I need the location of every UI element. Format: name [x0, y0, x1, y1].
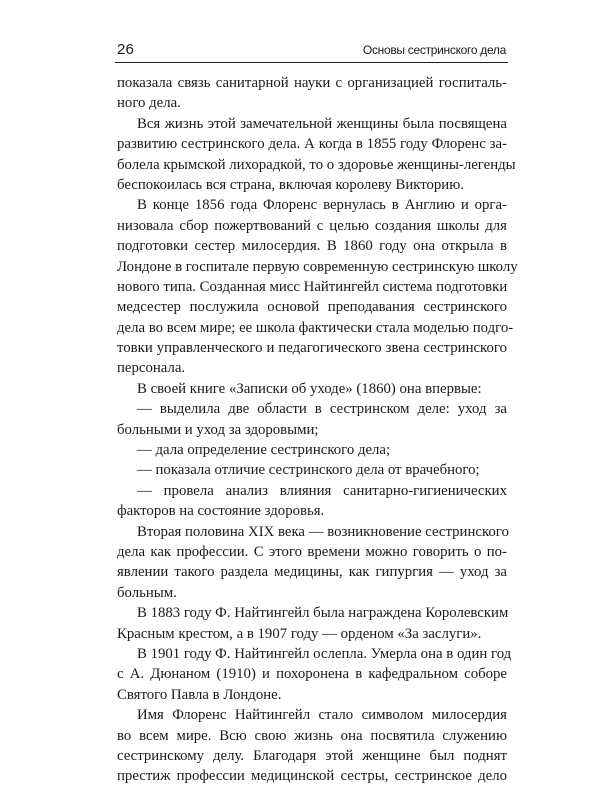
text-line: В 1883 году Ф. Найтингейл была награждена Королевским	[137, 605, 509, 622]
text-line: Вся жизнь этой замечательной женщины была посвящена	[137, 115, 507, 132]
text-line: с А. Дюнаном (1910) и похоронена в кафедральном соборе	[117, 666, 507, 683]
text-line: Вторая половина XIX века — возникновение сестринского	[137, 523, 509, 540]
text-line: В своей книге «Записки об уходе» (1860) она впервые:	[137, 380, 482, 397]
text-line: беспокоилась вся страна, включая королеву Викторию.	[117, 176, 464, 193]
text-line: медсестер послужила основой преподавания сестринского	[117, 299, 507, 316]
text-line: — показала отличие сестринского дела от врачебного;	[137, 462, 480, 479]
text-line: низовала сбор пожертвований с целью создания школы для	[117, 217, 507, 234]
text-line: факторов на состояние здоровья.	[117, 503, 325, 520]
text-line: во всем мире. Всю свою жизнь она посвятила служению	[117, 727, 507, 744]
text-line: нового типа. Созданная мисс Найтингейл система подготовки	[117, 278, 508, 295]
running-title: Основы сестринского дела	[362, 43, 506, 57]
text-line: показала связь санитарной науки с организацией госпиталь-	[117, 75, 507, 91]
text-line: Лондоне в госпитале первую современную сестринскую школу	[117, 258, 518, 275]
page-header	[115, 38, 508, 63]
text-line: персонала.	[117, 360, 186, 377]
text-line: развитию сестринского дела. А когда в 1855 году Флоренс за-	[117, 136, 507, 153]
text-line: явлении такого раздела медицины, как гипургия — уход за	[117, 564, 507, 581]
text-line: — провела анализ влияния санитарно-гигиенических	[137, 482, 507, 499]
text-line: больным.	[117, 584, 177, 601]
text-line: — выделила две области в сестринском деле: уход за	[137, 401, 507, 418]
text-line: болела крымской лихорадкой, то о здоровье женщины-легенды	[117, 156, 516, 173]
page-number: 26	[117, 41, 135, 58]
text-line: больными и уход за здоровыми;	[117, 421, 319, 438]
text-line: В 1901 году Ф. Найтингейл ослепла. Умерла она в один год	[137, 645, 512, 662]
text-line: Имя Флоренс Найтингейл стало символом милосердия	[137, 707, 507, 724]
text-line: Святого Павла в Лондоне.	[117, 686, 282, 703]
text-line: дела как профессии. С этого времени можно говорить о по-	[117, 543, 507, 560]
body-text	[117, 73, 518, 787]
text-line: Красным крестом, а в 1907 году — орденом «За заслуги».	[117, 625, 482, 642]
text-line: В конце 1856 года Флоренс вернулась в Англию и орга-	[137, 197, 507, 214]
text-line: дела во всем мире; ее школа фактически стала моделью подго-	[117, 319, 514, 336]
text-line: престиж профессии медицинской сестры, сестринское дело	[117, 768, 507, 785]
text-line: сестринскому делу. Благодаря этой женщине был поднят	[117, 747, 507, 764]
text-line: товки управленческого и педагогического звена сестринского	[117, 340, 507, 357]
text-line: ного дела.	[117, 95, 181, 112]
text-line: — дала определение сестринского дела;	[137, 442, 391, 459]
text-line: подготовки сестер милосердия. В 1860 году она открыла в	[117, 238, 507, 255]
